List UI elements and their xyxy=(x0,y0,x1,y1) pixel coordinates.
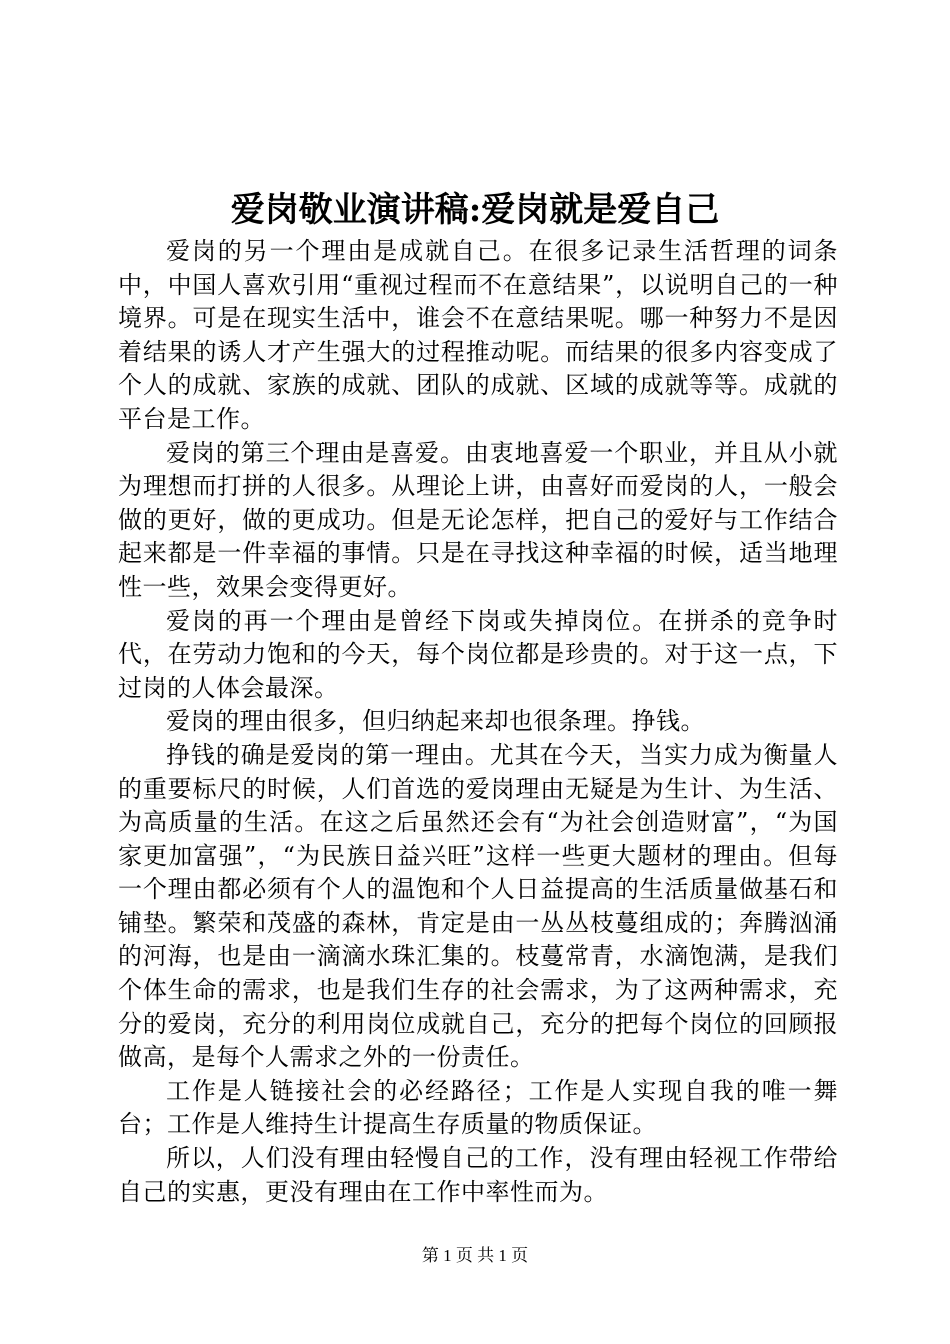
paragraph: 工作是人链接社会的必经路径；工作是人实现自我的唯一舞台；工作是人维持生计提高生存质量的物质保证。 xyxy=(118,1076,838,1139)
paragraph: 爱岗的再一个理由是曾经下岗或失掉岗位。在拼杀的竞争时代，在劳动力饱和的今天，每个岗位都是珍贵的。对于这一点，下过岗的人体会最深。 xyxy=(118,606,838,702)
paragraph: 挣钱的确是爱岗的第一理由。尤其在今天，当实力成为衡量人的重要标尺的时候，人们首选的爱岗理由无疑是为生计、为生活、为高质量的生活。在这之后虽然还会有“为社会创造财富”，“为国家更加富强”，“为民族日益兴旺”这样一些更大题材的理由。但每一个理由都必须有个人的温饱和个人日益提高的生活质量做基石和铺垫。繁荣和茂盛的森林，肯定是由一丛丛枝蔓组成的；奔腾汹涌的河海，也是由一滴滴水珠汇集的。枝蔓常青，水滴饱满，是我们个体生命的需求，也是我们生存的社会需求，为了这两种需求，充分的爱岗，充分的利用岗位成就自己，充分的把每个岗位的回顾报做高，是每个人需求之外的一份责任。 xyxy=(118,740,838,1072)
paragraph: 爱岗的第三个理由是喜爱。由衷地喜爱一个职业，并且从小就为理想而打拼的人很多。从理论上讲，由喜好而爱岗的人，一般会做的更好，做的更成功。但是无论怎样，把自己的爱好与工作结合起来都是一件幸福的事情。只是在寻找这种幸福的时候，适当地理性一些，效果会变得更好。 xyxy=(118,438,838,601)
document-body xyxy=(118,235,838,1209)
paragraph: 爱岗的理由很多，但归纳起来却也很条理。挣钱。 xyxy=(166,707,705,736)
page-footer: 第 1 页 共 1 页 xyxy=(421,1246,529,1265)
paragraph: 所以，人们没有理由轻慢自己的工作，没有理由轻视工作带给自己的实惠，更没有理由在工作中率性而为。 xyxy=(118,1144,838,1206)
document-title: 爱岗敬业演讲稿:爱岗就是爱自己 xyxy=(230,190,720,230)
paragraph: 爱岗的另一个理由是成就自己。在很多记录生活哲理的词条中，中国人喜欢引用“重视过程而不在意结果”，以说明自己的一种境界。可是在现实生活中，谁会不在意结果呢。哪一种努力不是因着结果的诱人才产生强大的过程推动呢。而结果的很多内容变成了个人的成就、家族的成就、团队的成就、区域的成就等等。成就的平台是工作。 xyxy=(118,237,838,433)
